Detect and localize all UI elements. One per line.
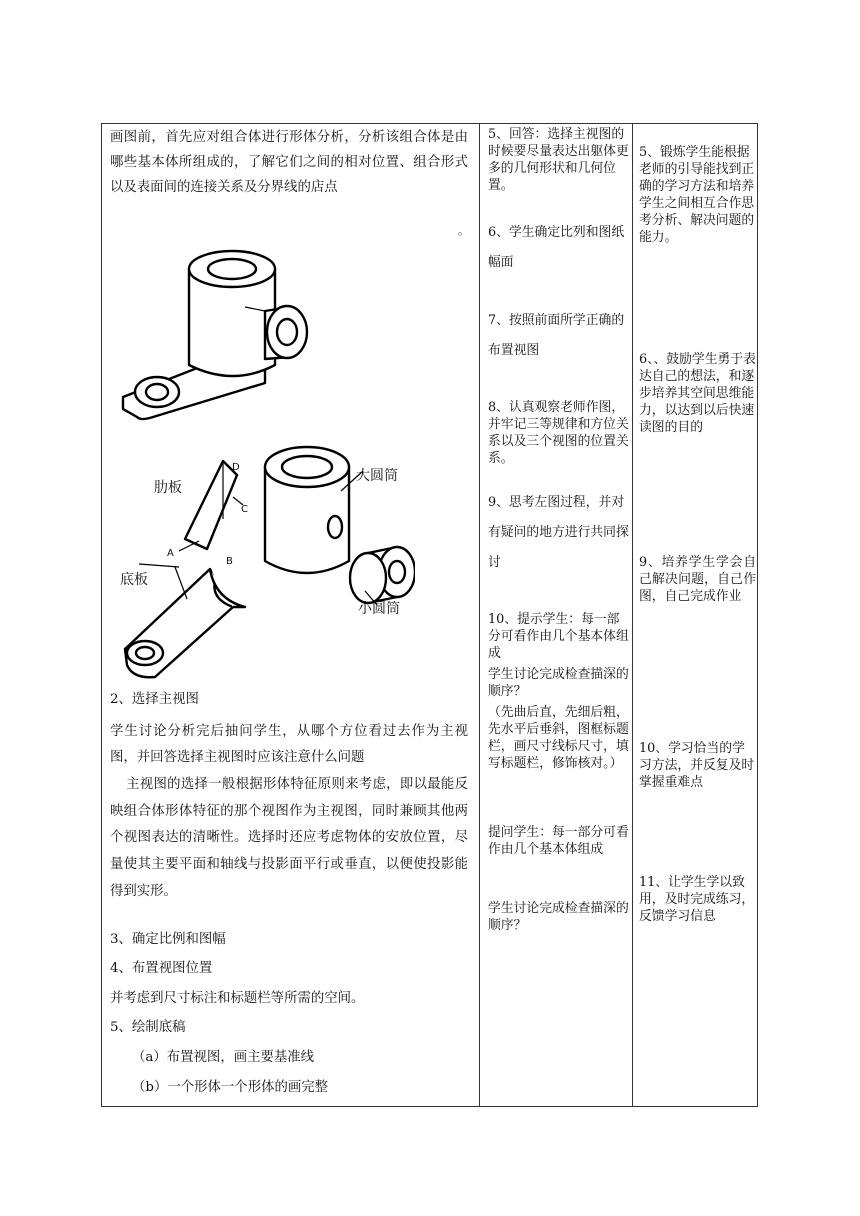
activity-item-6: 6、学生确定比列和图纸幅面: [488, 225, 625, 270]
section-5a: （a）布置视图，画主要基准线: [132, 1050, 315, 1065]
base-label: 底板: [120, 572, 148, 588]
goal-item-6: 6、、鼓励学生勇于表达自己的想法，和逐步培养其空间思维能力，以达到以后快速读图的目的: [639, 352, 756, 435]
section-5-title: 5、绘制底稿: [110, 1020, 186, 1035]
column-divider: [632, 124, 633, 1106]
section-3-title: 3、确定比例和图幅: [110, 932, 226, 947]
point-c-label: C: [241, 504, 248, 515]
goal-item-5: 5、锻炼学生能根据老师的引导能找到正确的学习方法和培养学生之间相互合作思考分析、解决问题的能力。: [639, 145, 755, 245]
goal-item-11: 11、让学生学以致用，及时完成练习，反馈学习信息: [639, 875, 755, 924]
section-2-body: 学生讨论分析完后抽问学生，从哪个方位看过去作为主视图，并回答选择主视图时应该注意什么问题: [110, 724, 468, 765]
activity-item-9: 9、思考左图过程，并对有疑问的地方进行共同探讨: [488, 495, 629, 570]
goal-item-10: 10、学习恰当的学习方法，并反复及时掌握重难点: [639, 741, 755, 790]
activity-item-8: 8、认真观察老师作图，并牢记三等规律和方位关系以及三个视图的位置关系。: [488, 400, 629, 466]
rib-label: 肋板: [154, 480, 182, 496]
section-5b: （b）一个形体一个形体的画完整: [132, 1080, 329, 1095]
activity-question-1: 提问学生：每一部分可看作由几个基本体组成: [488, 825, 629, 857]
section-4-body: 并考虑到尺寸标注和标题栏等所需的空间。: [110, 991, 365, 1006]
intro-paragraph: 画图前，首先应对组合体进行形体分析，分析该组合体是由哪些基本体所组成的，了解它们之间的相对位置、组合形式以及表面间的连接关系及分界线的店点: [110, 130, 468, 195]
assembled-part-figure: [115, 247, 315, 442]
section-4-title: 4、布置视图位置: [110, 961, 213, 976]
activity-item-10c: （先曲后直，先细后粗，先水平后垂斜，图框标题栏，画尺寸线标尺寸，填写标题栏，修饰核对。）: [488, 705, 629, 771]
big-cylinder-label: 大圆筒: [356, 468, 398, 484]
point-b-label: B: [226, 556, 233, 567]
activity-question-2: 学生讨论完成检查描深的顺序？: [488, 901, 629, 933]
stray-dot: 。: [458, 224, 469, 237]
point-a-label: A: [167, 548, 174, 559]
column-divider: [479, 124, 480, 1106]
activity-item-5: 5、回答：选择主视图的时候要尽量表达出躯体更多的几何形状和几何位置。: [488, 127, 629, 193]
activity-item-7: 7、按照前面所学正确的布置视图: [488, 313, 625, 358]
activity-item-10b: 学生讨论完成检查描深的顺序？: [488, 667, 629, 699]
small-cylinder-label: 小圆筒: [358, 601, 400, 617]
lesson-table: [101, 123, 758, 1107]
section-2-paragraph: 主视图的选择一般根据形体特征原则来考虑，即以最能反映组合体形体特征的那个视图作为主视图，同时兼顾其他两个视图表达的清晰性。选择时还应考虑物体的安放位置，尽量使其主要平面和轴线与投影面平行或垂直，以便使投影能得到实形。: [110, 777, 468, 899]
activity-item-10a: 10、提示学生：每一部分可看作由几个基本体组成: [488, 612, 629, 661]
section-2-title: 2、选择主视图: [110, 692, 199, 707]
goal-item-9: 9、培养学生学会自己解决问题，自己作图，自己完成作业: [639, 555, 756, 604]
point-d-label: D: [232, 462, 240, 473]
